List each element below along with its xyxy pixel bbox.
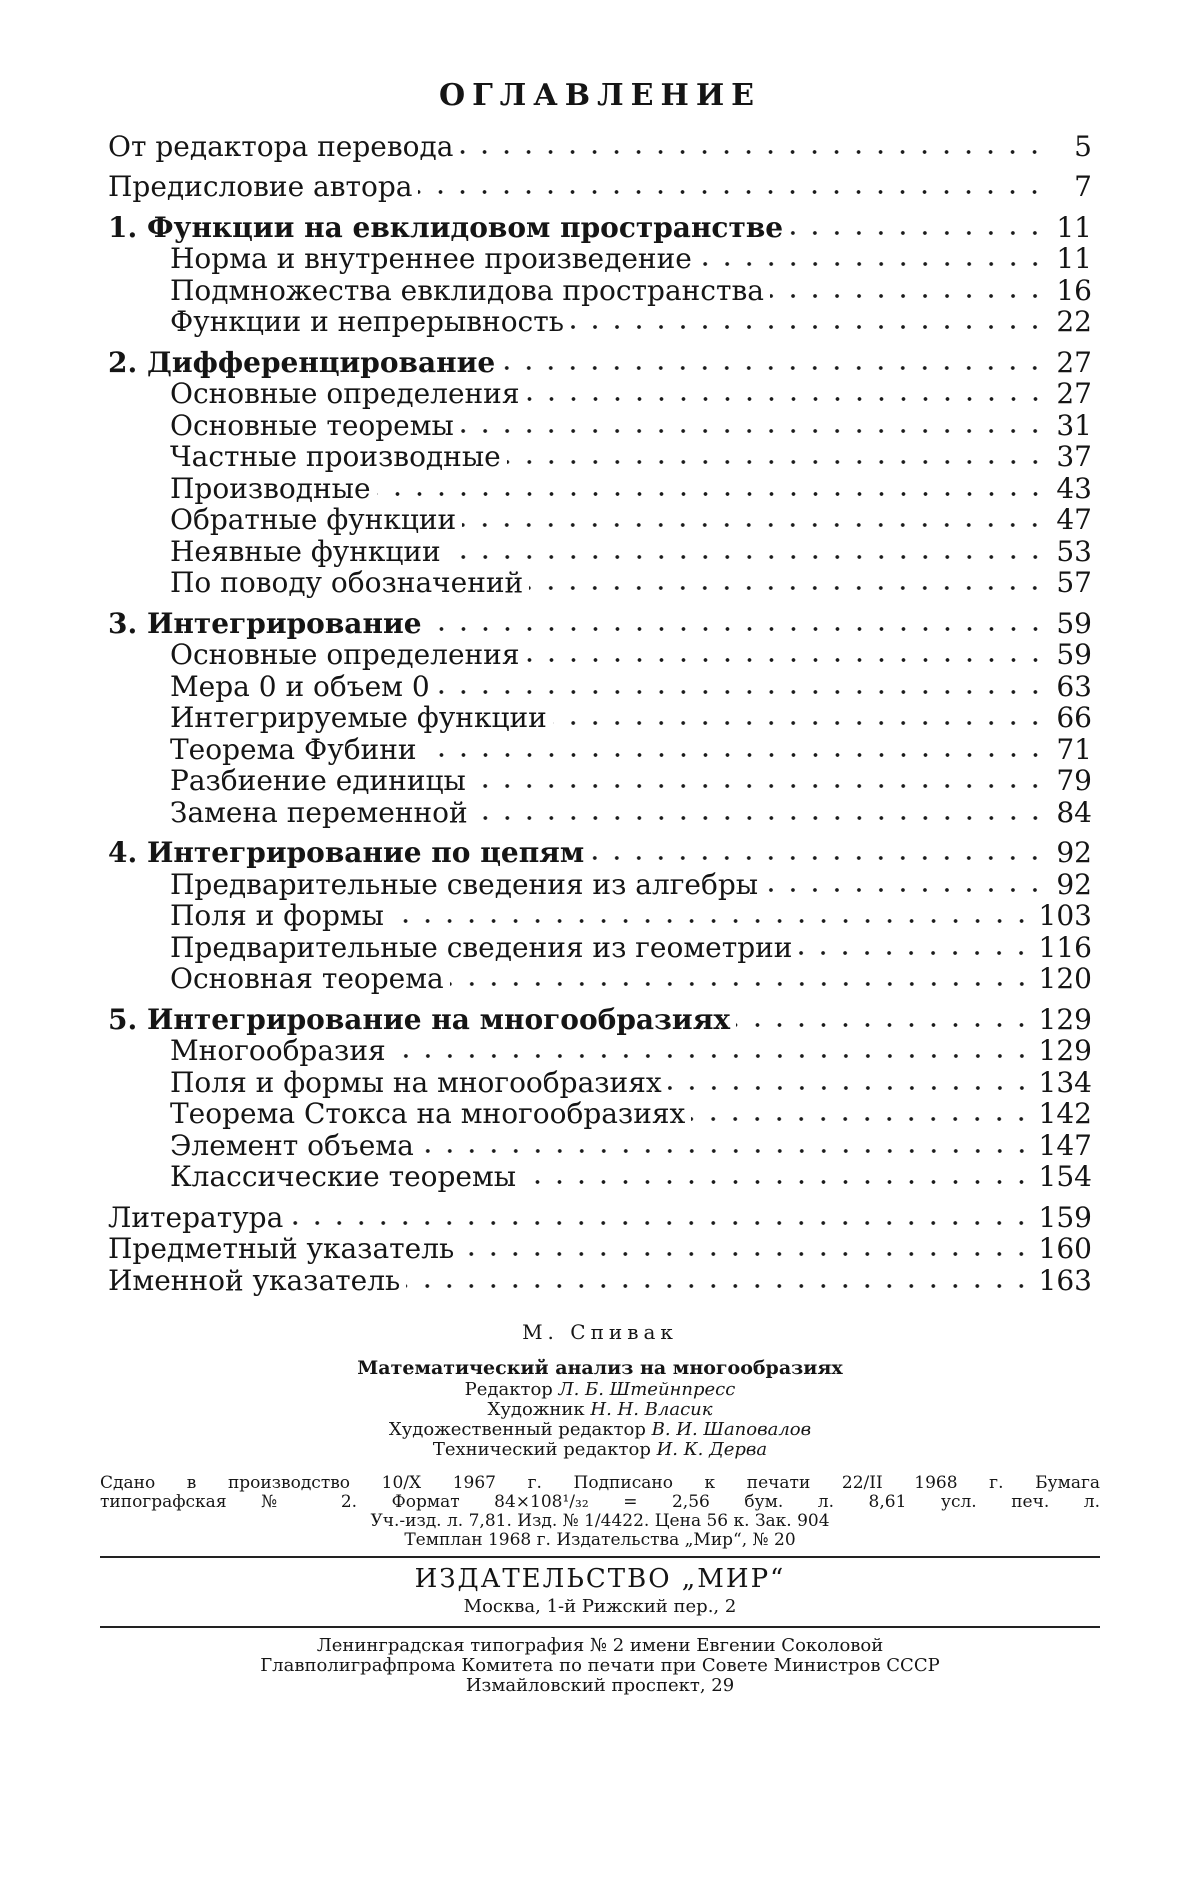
- toc-label: 5. Интегрирование на многообразиях: [108, 1002, 731, 1036]
- toc-page-number: 66: [1056, 701, 1092, 734]
- toc-page-number: 27: [1056, 345, 1092, 379]
- toc-entry-row: [108, 1264, 1092, 1296]
- dot-leader: [798, 950, 1032, 956]
- dot-leader: [377, 491, 1046, 497]
- toc-page-number: 11: [1056, 210, 1092, 244]
- toc-page-number: 79: [1056, 764, 1092, 797]
- toc-label: Разбиение единицы: [170, 764, 466, 797]
- toc-chapter-row: [108, 837, 1092, 869]
- toc-section-row: [108, 670, 1092, 702]
- table-of-contents: [108, 130, 1092, 1296]
- printer-line: Главполиграфпрома Комитета по печати при Совете Министров СССР: [260, 1655, 940, 1676]
- toc-label: Основная теорема: [170, 962, 444, 995]
- imprint-specs: [100, 1474, 1100, 1550]
- toc-section-row: [108, 378, 1092, 410]
- toc-page-number: 159: [1038, 1200, 1092, 1234]
- imprint-block: [100, 1318, 1100, 1696]
- dot-leader: [474, 815, 1046, 821]
- spec-line: Темплан 1968 г. Издательства „Мир“, № 20: [404, 1530, 796, 1550]
- dot-leader: [691, 1116, 1032, 1122]
- credit-role: Редактор: [464, 1379, 553, 1400]
- toc-page-number: 47: [1056, 503, 1092, 536]
- toc-label: 2. Дифференцирование: [108, 345, 496, 379]
- toc-page-number: 16: [1056, 273, 1092, 307]
- toc-label: По поводу обозначений: [170, 566, 524, 599]
- toc-page-number: 147: [1038, 1128, 1092, 1162]
- toc-label: Производные: [170, 471, 371, 505]
- toc-page-number: 129: [1038, 1002, 1092, 1036]
- toc-page-number: 134: [1038, 1065, 1092, 1099]
- credit-line: [100, 1440, 1100, 1460]
- toc-label: Многообразия: [170, 1034, 386, 1067]
- toc-chapter-row: [108, 211, 1092, 243]
- toc-label: Предварительные сведения из алгебры: [170, 867, 759, 901]
- dot-leader: [289, 1220, 1032, 1226]
- toc-label: Интегрируемые функции: [170, 701, 547, 734]
- toc-label: 4. Интегрирование по цепям: [108, 836, 585, 869]
- toc-page-number: 154: [1038, 1160, 1092, 1193]
- dot-leader: [764, 887, 1046, 893]
- toc-section-row: [108, 274, 1092, 306]
- toc-label: 3. Интегрирование: [108, 606, 422, 640]
- toc-page-number: 92: [1056, 867, 1092, 901]
- imprint-author: М. Спивак: [522, 1320, 678, 1344]
- toc-section-row: [108, 441, 1092, 473]
- dot-leader: [460, 428, 1046, 434]
- credit-line: [100, 1400, 1100, 1420]
- toc-label: От редактора перевода: [108, 129, 454, 163]
- toc-label: Предварительные сведения из геометрии: [170, 930, 793, 964]
- spec-line: Уч.-изд. л. 7,81. Изд. № 1/4422. Цена 56 к. Зак. 904: [370, 1511, 830, 1531]
- toc-label: Основные теоремы: [170, 408, 454, 442]
- imprint-book-title: Математический анализ на многообразиях: [357, 1357, 843, 1379]
- dot-leader: [668, 1085, 1033, 1091]
- toc-section-row: [108, 567, 1092, 599]
- credit-role: Технический редактор: [432, 1439, 651, 1460]
- credit-line: [100, 1380, 1100, 1400]
- toc-page-number: 160: [1038, 1232, 1092, 1265]
- toc-label: Норма и внутреннее произведение: [170, 242, 692, 275]
- toc-page-number: 11: [1056, 242, 1092, 275]
- toc-page-number: 71: [1056, 732, 1092, 766]
- dot-leader: [522, 1179, 1032, 1185]
- toc-page-number: 120: [1038, 962, 1092, 995]
- dot-leader: [462, 522, 1046, 528]
- dot-leader: [770, 293, 1046, 299]
- toc-page-number: 43: [1056, 471, 1092, 505]
- dot-leader: [418, 189, 1046, 195]
- toc-entry-row: [108, 1233, 1092, 1265]
- printer-info: [100, 1636, 1100, 1696]
- toc-entry-row: [108, 171, 1092, 203]
- printer-line: Ленинградская типография № 2 имени Евгении Соколовой: [316, 1635, 884, 1656]
- toc-page-number: 59: [1056, 638, 1092, 671]
- dot-leader: [459, 149, 1046, 155]
- toc-page-number: 22: [1056, 305, 1092, 338]
- printer-line: Измайловский проспект, 29: [465, 1675, 735, 1696]
- credit-name: В. И. Шаповалов: [651, 1419, 812, 1440]
- toc-section-row: [108, 409, 1092, 441]
- toc-section-row: [108, 639, 1092, 671]
- toc-label: Литература: [108, 1200, 284, 1234]
- toc-label: Элемент объема: [170, 1128, 414, 1162]
- toc-label: 1. Функции на евклидовом пространстве: [108, 210, 784, 244]
- credit-name: И. К. Дерва: [656, 1439, 768, 1460]
- toc-page-number: 63: [1056, 669, 1092, 703]
- toc-chapter-row: [108, 346, 1092, 378]
- toc-page-number: 27: [1056, 377, 1092, 410]
- toc-section-row: [108, 1035, 1092, 1067]
- dot-leader: [472, 783, 1046, 789]
- imprint-credits: [100, 1380, 1100, 1460]
- credit-name: Н. Н. Власик: [590, 1399, 713, 1420]
- dot-leader: [570, 324, 1046, 330]
- toc-section-row: [108, 796, 1092, 828]
- publisher-address: Москва, 1-й Рижский пер., 2: [463, 1596, 737, 1617]
- toc-page-number: 116: [1038, 930, 1092, 964]
- toc-entry-row: [108, 1201, 1092, 1233]
- toc-label: Подмножества евклидова пространства: [170, 273, 764, 307]
- dot-leader: [501, 365, 1046, 371]
- dot-leader: [392, 1053, 1033, 1059]
- toc-section-row: [108, 306, 1092, 338]
- toc-label: Замена переменной: [170, 795, 468, 829]
- dot-leader: [526, 396, 1046, 402]
- toc-section-row: [108, 1161, 1092, 1193]
- dot-leader: [428, 626, 1046, 632]
- divider: [100, 1626, 1100, 1628]
- toc-label: Предисловие автора: [108, 170, 413, 203]
- credit-role: Художник: [487, 1399, 585, 1420]
- toc-section-row: [108, 931, 1092, 963]
- toc-page-number: 129: [1038, 1034, 1092, 1067]
- spec-line: типографская № 2. Формат 84×108¹/₃₂ = 2,56 бум. л. 8,61 усл. печ. л.: [100, 1492, 1100, 1512]
- toc-label: Предметный указатель: [108, 1232, 455, 1265]
- toc-section-row: [108, 963, 1092, 995]
- toc-chapter-row: [108, 1003, 1092, 1035]
- toc-label: Обратные функции: [170, 503, 457, 536]
- dot-leader: [447, 554, 1046, 560]
- dot-leader: [436, 689, 1046, 695]
- credit-line: [100, 1420, 1100, 1440]
- toc-section-row: [108, 535, 1092, 567]
- toc-label: Основные определения: [170, 377, 520, 410]
- toc-section-row: [108, 765, 1092, 797]
- toc-page-number: 163: [1038, 1263, 1092, 1297]
- toc-label: Именной указатель: [108, 1263, 401, 1297]
- toc-section-row: [108, 504, 1092, 536]
- toc-page-number: 59: [1056, 606, 1092, 640]
- toc-label: Теорема Фубини: [170, 732, 417, 766]
- toc-page-number: 84: [1056, 795, 1092, 829]
- dot-leader: [423, 752, 1046, 758]
- toc-page-number: 53: [1056, 534, 1092, 568]
- toc-entry-row: [108, 130, 1092, 162]
- divider: [100, 1556, 1100, 1558]
- dot-leader: [450, 981, 1033, 987]
- toc-section-row: [108, 243, 1092, 275]
- toc-label: Неявные функции: [170, 534, 441, 568]
- toc-page-number: 31: [1056, 408, 1092, 442]
- toc-label: Мера 0 и объем 0: [170, 669, 430, 703]
- dot-leader: [529, 585, 1046, 591]
- toc-label: Классические теоремы: [170, 1160, 517, 1193]
- dot-leader: [406, 1283, 1032, 1289]
- credit-name: Л. Б. Штейнпресс: [558, 1379, 736, 1400]
- toc-label: Теорема Стокса на многообразиях: [170, 1097, 686, 1130]
- dot-leader: [553, 720, 1046, 726]
- toc-section-row: [108, 1098, 1092, 1130]
- toc-label: Основные определения: [170, 638, 520, 671]
- toc-section-row: [108, 1066, 1092, 1098]
- toc-label: Поля и формы на многообразиях: [170, 1065, 662, 1099]
- toc-section-row: [108, 900, 1092, 932]
- toc-label: Функции и непрерывность: [170, 305, 564, 338]
- toc-page-number: 92: [1056, 836, 1092, 869]
- toc-section-row: [108, 868, 1092, 900]
- dot-leader: [507, 459, 1046, 465]
- toc-page-number: 7: [1074, 170, 1092, 203]
- toc-page-number: 37: [1056, 440, 1092, 473]
- toc-page-number: 103: [1038, 899, 1092, 932]
- toc-label: Частные производные: [170, 440, 501, 473]
- toc-page-number: 142: [1038, 1097, 1092, 1130]
- dot-leader: [390, 918, 1033, 924]
- page-title: ОГЛАВЛЕНИЕ: [438, 78, 762, 113]
- dot-leader: [526, 657, 1046, 663]
- dot-leader: [460, 1251, 1032, 1257]
- toc-section-row: [108, 472, 1092, 504]
- dot-leader: [420, 1148, 1033, 1154]
- toc-label: Поля и формы: [170, 899, 384, 932]
- dot-leader: [590, 855, 1046, 861]
- publisher-name: ИЗДАТЕЛЬСТВО „МИР“: [414, 1564, 786, 1594]
- toc-section-row: [108, 1129, 1092, 1161]
- credit-role: Художественный редактор: [388, 1419, 646, 1440]
- toc-chapter-row: [108, 607, 1092, 639]
- dot-leader: [736, 1022, 1032, 1028]
- toc-page-number: 5: [1074, 129, 1092, 163]
- toc-section-row: [108, 733, 1092, 765]
- dot-leader: [789, 230, 1046, 236]
- toc-page-number: 57: [1056, 566, 1092, 599]
- spec-line: Сдано в производство 10/X 1967 г. Подписано к печати 22/II 1968 г. Бумага: [100, 1473, 1100, 1493]
- toc-section-row: [108, 702, 1092, 734]
- dot-leader: [698, 261, 1046, 267]
